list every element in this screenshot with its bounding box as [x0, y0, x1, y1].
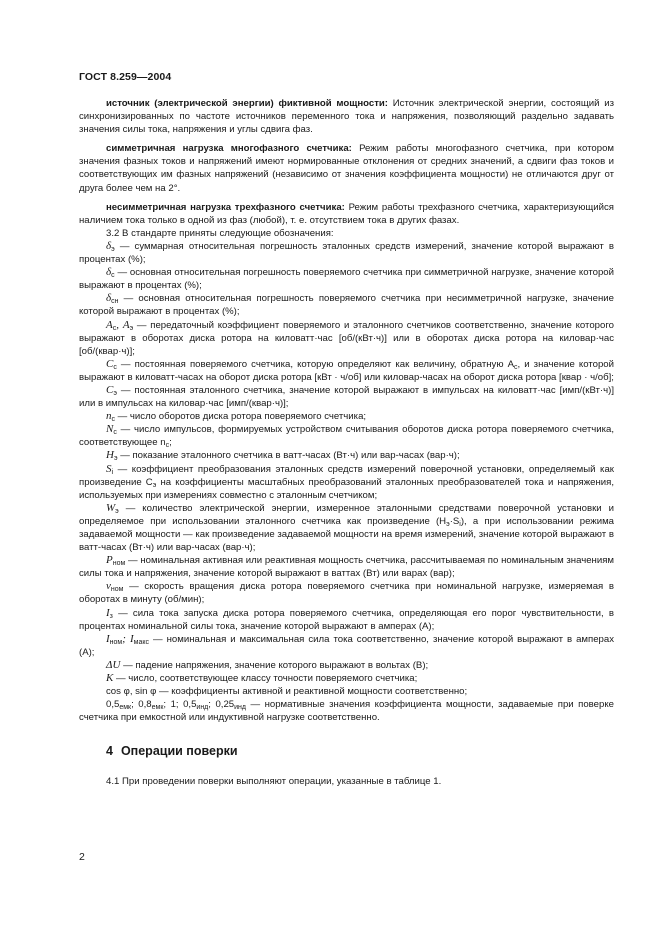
section-title: Операции поверки: [120, 744, 238, 758]
definition-term: источник (электрической энергии) фиктивной мощности:: [106, 98, 388, 109]
symbol-text: ), а при использовании режима задаваемой мощности — как произведение задаваемой мощности на время измерений, значение которой выражают в ватт-часах (Вт·ч) или вар-часах (вар·ч);: [79, 515, 615, 554]
symbol-definition: [79, 633, 614, 659]
symbol-definition: [79, 607, 614, 633]
symbol: v: [106, 580, 111, 593]
symbol: δ: [106, 266, 112, 279]
symbol-definition: [79, 580, 614, 606]
symbol-text: — число, соответствующее классу точности поверяемого счетчика;: [113, 673, 418, 685]
symbol-subscript: э: [446, 520, 450, 528]
symbol-subscript: э: [115, 507, 119, 515]
symbol-subscript: э: [113, 389, 117, 397]
definition-term: несимметричная нагрузка трехфазного счетчика:: [106, 201, 345, 213]
symbol-text: — нормативные значения коэффициента мощности, задаваемые при поверке счетчика при емкостной или индуктивной нагрузке соответственно.: [79, 699, 614, 724]
symbol-text: , и значение которой выражают в киловатт-часах на оборот диска ротора [кВт · ч/об] или киловар-часах на оборот диска ротора [квар · ч/об];: [79, 358, 614, 383]
symbol-definition: [79, 410, 614, 423]
symbol-text: — номинальная активная или реактивная мощность счетчика, рассчитываемая по номинальным значениям силы тока и напряжения, значение которой выражают в ваттах (Вт) или варах (вар);: [79, 555, 614, 580]
symbol: C: [106, 357, 114, 370]
symbol: δ: [106, 292, 112, 305]
symbol: H: [106, 449, 114, 462]
symbol: N: [106, 423, 114, 436]
definition-paragraph: [79, 97, 614, 136]
symbol-text: на коэффициенты масштабных преобразований эталонных преобразователей тока и напряжения, используемых при измерениях совместно с эталонным счетчиком;: [79, 476, 614, 501]
symbol-text: — показание эталонного счетчика в ватт-часах (Вт·ч) или вар-часах (вар·ч);: [117, 450, 460, 462]
symbol-subscript: ном: [112, 560, 126, 568]
symbol: A: [106, 318, 113, 331]
symbol-definition: [79, 502, 614, 554]
symbol: C: [106, 383, 114, 396]
symbol-text: — постоянная эталонного счетчика, значение которой выражают в импульсах на киловатт·час [имп/(кВт·ч)] или в импульсах на киловар·час [имп/(квар·ч)];: [79, 384, 614, 410]
clause-4-1: 4.1 При проведении поверки выполняют операции, указанные в таблице 1.: [106, 776, 442, 787]
symbol-text: cos φ, sin φ — коэффициенты активной и реактивной мощности соответственно;: [106, 686, 468, 698]
symbol-text: ·S: [449, 515, 460, 527]
symbol-text: — сила тока запуска диска ротора поверяемого счетчика, определяющая его порог чувствительности, в процентах номинальной силы тока, значение которой выражают в амперах (А);: [79, 607, 614, 632]
symbol-subscript: емк: [119, 704, 132, 712]
symbol-text: ;: [169, 437, 172, 449]
clause-3-2: 3.2 В стандарте приняты следующие обозначения:: [106, 227, 334, 239]
symbol-definition: [79, 384, 614, 410]
definition-text: Режим работы многофазного счетчика, при котором значения фазных токов и напряжений имеют нормированные отклонения от средних значений, а сдвиги фаз токов и соответствующих им фазных напряжений (независимо от значения коэффициента мощности) не отличаются друг от друга более чем на 2°.: [79, 143, 614, 194]
symbol-subscript: i: [111, 468, 114, 476]
symbol-text: — основная относительная погрешность поверяемого счетчика при несимметричной нагрузке, значение которой выражают в процентах (%);: [79, 293, 614, 318]
symbol: P: [106, 554, 113, 567]
symbol: ; I: [122, 632, 134, 645]
symbol-definition: [79, 240, 614, 266]
symbol-text: — скорость вращения диска ротора поверяемого счетчика при номинальной нагрузке, измеряемая в оборотах в минуту (об/мин);: [79, 581, 614, 606]
symbols-list: [79, 240, 614, 724]
symbol-definition: [79, 672, 614, 685]
symbol: K: [106, 672, 114, 685]
symbol-subscript: э: [129, 324, 134, 332]
symbol: δ: [106, 239, 112, 252]
definition-term: симметричная нагрузка многофазного счетчика:: [106, 143, 352, 155]
symbol-text: — номинальная и максимальная сила тока соответственно, значение которой выражают в амперах (А);: [79, 633, 615, 658]
symbol-subscript: с: [165, 442, 170, 450]
symbol-text: — постоянная поверяемого счетчика, которую определяют как величину, обратную A: [116, 358, 514, 370]
symbol-definition: [79, 659, 614, 672]
symbol: W: [106, 501, 116, 514]
symbol: ΔU: [106, 658, 121, 671]
symbol-subscript: инд: [196, 704, 209, 712]
symbol: n: [106, 410, 112, 423]
symbol-subscript: э: [113, 455, 118, 463]
symbol-definition: [79, 554, 614, 580]
definition-paragraph: [79, 201, 614, 227]
definition-paragraph: [79, 142, 614, 194]
symbol-definition: [79, 463, 614, 502]
symbol-definition: [79, 292, 614, 318]
symbol-subscript: с: [514, 363, 518, 371]
symbol: , A: [116, 318, 130, 331]
symbol-subscript: с: [112, 324, 117, 332]
symbol-definition: [79, 685, 614, 698]
symbol-definition: [79, 449, 614, 462]
page-number: 2: [79, 851, 85, 863]
document-header: ГОСТ 8.259—2004: [79, 71, 172, 83]
symbol-definition: [79, 266, 614, 292]
symbol-subscript: инд: [234, 704, 246, 712]
symbol-subscript: ном: [109, 638, 123, 646]
symbol-text: ; 0,8: [131, 699, 152, 711]
symbol-subscript: емк: [151, 704, 164, 712]
section-heading: [106, 744, 238, 758]
symbol-text: — передаточный коэффициент поверяемого и эталонного счетчиков соответственно, значение которого выражают в оборотах диска ротора на киловатт·час [об/(кВт·ч)] или в оборотах диска ротора на киловар·час [об/(квар·ч)];: [79, 319, 614, 357]
symbol-subscript: с: [113, 429, 117, 437]
symbol-text: ; 0,25: [208, 699, 235, 711]
symbol: I: [106, 632, 110, 645]
definition-text: Источник электрической энергии, состоящий из синхронизированных по частоте источников переменного тока и напряжения, позволяющий раздельно задавать значения силы тока, напряжения и углы сдвига фаз.: [79, 98, 614, 136]
definition-text: Режим работы трехфазного счетчика, характеризующийся наличием тока только в одной из фаз (любой), т. е. отсутствием тока в других фазах.: [79, 201, 614, 226]
symbol-subscript: э: [111, 245, 115, 253]
symbol-subscript: э: [152, 481, 157, 489]
section-number: 4: [106, 744, 113, 758]
symbol-subscript: макс: [133, 638, 150, 646]
symbol-text: ; 1; 0,5: [163, 699, 197, 711]
symbol-definition: [79, 358, 614, 384]
symbol-definition: [79, 423, 614, 449]
symbol: S: [106, 462, 112, 475]
symbol-subscript: с: [111, 272, 115, 280]
symbol-text: — падение напряжения, значение которого выражают в вольтах (В);: [120, 659, 429, 671]
symbol-text: — количество электрической энергии, измеренное эталонными средствами поверочной установки и определяемое при использовании эталонного счетчика как произведение (H: [79, 502, 614, 527]
symbol: I: [106, 606, 110, 619]
symbol-text: — основная относительная погрешность поверяемого счетчика при симметричной нагрузке, значение которой выражают в процентах (%);: [79, 267, 614, 292]
symbol-subscript: ном: [110, 586, 124, 594]
symbol-text: — суммарная относительная погрешность эталонных средств измерений, значение которой выражают в процентах (%);: [79, 240, 614, 266]
symbol-subscript: з: [109, 612, 113, 620]
symbol-text: — коэффициент преобразования эталонных средств измерений поверочной установки, определяемый как произведение C: [79, 463, 614, 488]
symbol-definition: [79, 319, 614, 358]
symbol-subscript: с: [111, 416, 115, 424]
document-body: [79, 97, 614, 724]
symbol-subscript: сн: [111, 298, 119, 306]
symbol-subscript: i: [459, 520, 461, 528]
symbol-text: — число импульсов, формируемых устройством считывания оборотов диска ротора поверяемого счетчика, соответствующее n: [79, 424, 614, 449]
symbol-text: 0,5: [106, 699, 120, 711]
symbol-text: — число оборотов диска ротора поверяемого счетчика;: [115, 411, 367, 423]
symbol-definition: [79, 698, 614, 724]
symbol-subscript: с: [113, 363, 117, 371]
